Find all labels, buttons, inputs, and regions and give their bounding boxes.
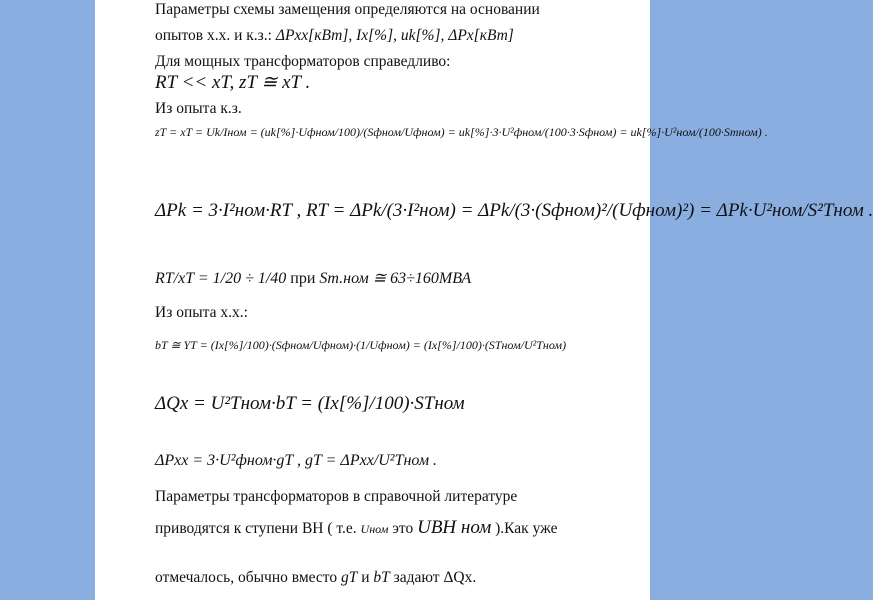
- slide-page: [95, 0, 873, 600]
- formula-dqx: ΔQx = U²Тном·bT = (Ix[%]/100)·SТном: [155, 393, 465, 414]
- formula-snom-range: Sт.ном ≅ 63÷160МВА: [319, 270, 472, 287]
- formula-dpxx-gt: ΔPxx = 3·U²фном·gT , gT = ΔPxx/U²Тном .: [155, 452, 438, 469]
- text-line-xx: Из опыта х.х.:: [155, 304, 248, 321]
- text-line-9-a: отмечалось, обычно вместо: [155, 569, 338, 586]
- text-line-7: Параметры трансформаторов в справочной литературе: [155, 488, 518, 505]
- formula-rt-ratio: [155, 268, 471, 288]
- text-line-9-c: задают ΔQх.: [393, 569, 477, 586]
- text-line-8-unom: Uном: [360, 522, 389, 536]
- text-line-9-and: и: [361, 569, 370, 586]
- text-line-8-ubh: UВН ном: [417, 517, 492, 538]
- text-line-8: [155, 518, 558, 537]
- text-line-8-c: ).Как уже: [495, 520, 558, 537]
- text-line-2-label: опытов х.х. и к.з.:: [155, 27, 272, 44]
- formula-pri-label: при: [290, 270, 316, 287]
- text-line-2: [155, 28, 514, 44]
- text-line-9-b: bT: [373, 569, 390, 586]
- formula-bt: bT ≅ YT = (Ix[%]/100)·(Sфном/Uфном)·(1/Uфном) = (Ix[%]/100)·(SТном/U²Тном): [155, 338, 567, 352]
- formula-rt-xt: RT << xT, zT ≅ xT .: [155, 72, 311, 93]
- text-line-9: [155, 570, 476, 586]
- text-line-1: Параметры схемы замещения определяются на основании: [155, 1, 540, 18]
- text-line-8-b: это: [392, 520, 414, 537]
- text-line-9-g: gT: [340, 569, 358, 586]
- formula-dpk-rt: ΔPk = 3·I²ном·RT , RT = ΔPk/(3·I²ном) = ΔPk/(3·(Sфном)²/(Uфном)²) = ΔPk·U²ном/S²Тном .: [155, 200, 873, 221]
- formula-rt-ratio-value: RT/xT = 1/20 ÷ 1/40: [155, 270, 287, 287]
- text-line-8-a: приводятся к ступени ВН ( т.е.: [155, 520, 357, 537]
- text-line-2-params: ΔPxx[кВт], Ix[%], uk[%], ΔPx[кВт]: [275, 27, 514, 44]
- text-line-3: Для мощных трансформаторов справедливо:: [155, 53, 451, 70]
- formula-zt: zT = xT = Uk/Iном = (uk[%]·Uфном/100)/(Sфном/Uфном) = uk[%]·3·U²фном/(100·3·Sфном) = uk[%]·U²ном/(100·Sтном) .: [155, 125, 768, 139]
- text-line-kz: Из опыта к.з.: [155, 100, 242, 117]
